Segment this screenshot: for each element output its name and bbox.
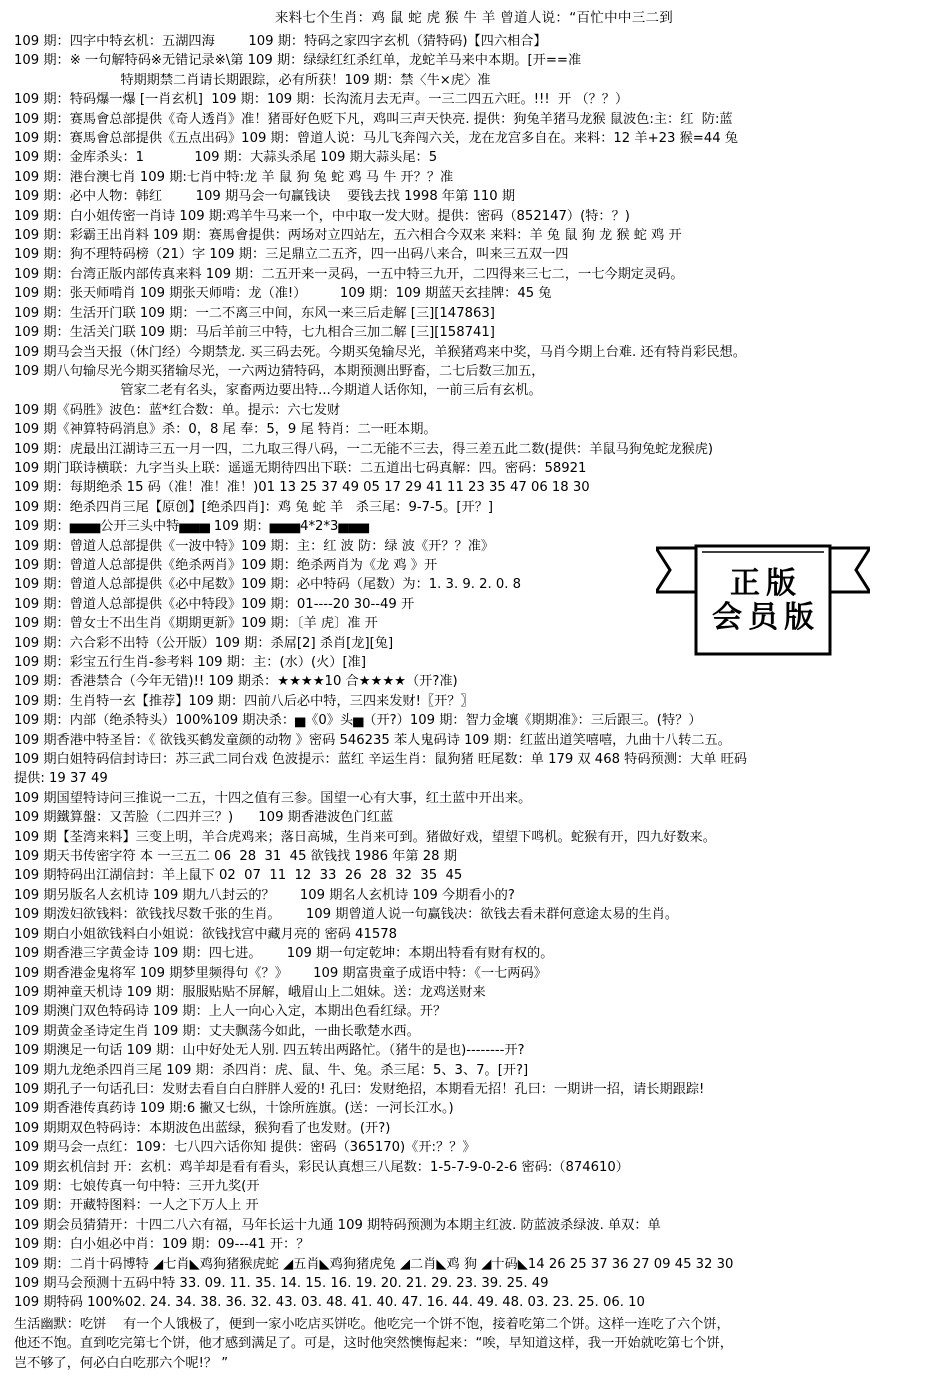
content-line: 109 期：曾道人总部提供《必中特段》109 期：01----20 30--49 开 (14, 596, 415, 612)
content-line: 109 期特码出江湖信封：羊上鼠下 02 07 11 12 33 26 28 32 35 45 (14, 868, 463, 884)
page-title: 来料七个生肖：鸡 鼠 蛇 虎 猴 牛 羊 曾道人说：“百忙中中三二到 (274, 10, 674, 26)
content-line: 109 期：曾道人总部提供《必中尾数》109 期：必中特码（尾数）为：1. 3. 9. 2. 0. 8 (14, 577, 522, 593)
content-line: 109 期八句输尽光今期买猪输尽光，一六两边猜特码，本期预测出野畜，二七后数三加五， (14, 363, 545, 379)
content-line: 109 期：每期绝杀 15 码（准！准！准！)01 13 25 37 49 05 17 29 41 11 23 35 47 06 18 30 (14, 480, 590, 496)
content-line: 109 期马会当天报（休门经）今期禁龙. 买三码去死。今期买兔输尽光，羊猴猪鸡来中奖，马肖今期上台难. 还有特肖彩民想。 (14, 344, 746, 360)
content-line: 109 期天书传密字符 本 一三五二 06 28 31 45 欲钱找 1986 年第 28 期 (14, 849, 457, 865)
content-line: 109 期九龙绝杀四肖三尾 109 期：杀四肖：虎、鼠、牛、兔。杀三尾：5、3、7。[开?] (14, 1062, 529, 1078)
content-line: 管家二老有名头，家畜两边要出特...今期道人话你知，一前三后有玄机。 (70, 383, 542, 399)
content-line: 109 期孔子一句话孔曰：发财去看自白白胖胖人爱的! 孔曰：发财绝招，本期看无招！孔曰：一期讲一招，请长期跟踪! (14, 1081, 705, 1097)
content-line: 109 期：港台澳七肖 109 期:七肖中特:龙 羊 鼠 狗 兔 蛇 鸡 马 牛 开？？准 (14, 169, 454, 185)
content-line: 109 期白姐特码信封诗曰：苏三武二同台戏 色波提示：蓝红 辛运生肖：鼠狗猪 旺尾数：单 179 双 468 特码预测：大单 旺码 (14, 752, 748, 768)
content-line: 109 期香港传真药诗 109 期:6 撇又七纵，十馀所旌旗。(送：一河长江水。) (14, 1101, 454, 1117)
content-line: 109 期白小姐欲钱料白小姐说：欲钱找宫中藏月亮的 密码 41578 (14, 926, 398, 942)
banner-text (656, 540, 870, 662)
content-line: 109 期：内部（绝杀特头）100%109 期决杀：▅《0》头▅（开?）109 期：智力金壤《期期准》：三后跟三。(特？） (14, 713, 702, 729)
content-line: 109 期：必中人物：韩红 109 期马会一句赢钱诀 要钱去找 1998 年第 110 期 (14, 189, 516, 205)
content-line: 109 期：狗不理特码榜（21）字 109 期：三足鼎立二五齐，四一出码八来合，叫来三五双一四 (14, 247, 569, 263)
content-line: 109 期会员猜猜开：十四二八六有福，马年长运十九通 109 期特码预测为本期主红波. 防蓝波杀绿波. 单双：单 (14, 1217, 661, 1233)
content-line: 109 期特码 100%02. 24. 34. 38. 36. 32. 43. 03. 48. 41. 40. 47. 16. 44. 49. 48. 03. 23. 25. 06. 10 (14, 1295, 645, 1311)
content-lines (14, 32, 934, 1313)
content-line: 109 期澳足一句话 109 期：山中好处无人别. 四五转出两路忙。（猪牛的是也)--------开? (14, 1043, 525, 1059)
content-line: 109 期：生肖特一玄【推荐】109 期：四前八后必中特，三四来发财!〖开？〗 (14, 693, 474, 709)
content-line: 109 期：张天师啃肖 109 期张天师啃：龙（准!） 109 期：109 期蓝天玄挂牌：45 兔 (14, 286, 552, 302)
banner-line-2: 会员版 (712, 600, 820, 635)
content-line: 109 期马会预测十五码中特 33. 09. 11. 35. 14. 15. 16. 19. 20. 21. 29. 23. 39. 25. 49 (14, 1276, 549, 1291)
content-line: 109 期玄机信封 开：玄机：鸡羊却是看有看头，彩民认真想三八尾数：1-5-7-9-0-2-6 密码:（874610） (14, 1159, 629, 1175)
content-line: 109 期【荃湾来料】三变上明，羊合虎鸡来；落日高城，生肖来可到。猪做好戏，望望下鸣机。蛇猴有开，四九好数来。 (14, 829, 716, 845)
content-line: 109 期门联诗横联：九字当头上联：遥遥无期待四出下联：二五道出七码真解：四。密码：58921 (14, 460, 587, 476)
content-line: 109 期：生活开门联 109 期：一二不离三中间，东风一来三后走解 [三][147863] (14, 305, 495, 321)
content-line: 109 期另版名人玄机诗 109 期九八封云的？ 109 期名人玄机诗 109 今期看小的? (14, 887, 515, 903)
content-line: 109 期香港三字黄金诗 109 期：四七进。 109 期一句定乾坤：本期出特看有财有权的。 (14, 946, 554, 962)
content-line: 109 期：彩宝五行生肖-参考料 109 期：主：(水）(火）[准] (14, 655, 367, 670)
content-line: 109 期：生活关门联 109 期：马后羊前三中特，七九相合三加二解 [三][158741] (14, 325, 495, 341)
content-line: 109 期期双色特码诗：本期波色出蓝绿，猴狗看了也发财。(开?) (14, 1120, 391, 1136)
joke-block (14, 1315, 934, 1373)
content-line: 109 期：曾女士不出生肖《期期更新》109 期：〔羊 虎〕准 开 (14, 616, 378, 632)
content-line: 109 期：金库杀头：1 109 期：大蒜头杀尾 109 期大蒜头尾：5 (14, 150, 438, 166)
content-line: 109 期：白小姐必中肖：109 期：09---41 开：？ (14, 1237, 310, 1253)
content-line: 109 期香港中特圣旨：《 欲钱买鹤发童颜的动物 》密码 546235 苯人鬼码诗 109 期：红蓝出道笑嘻嘻，九曲十八转二五。 (14, 732, 731, 748)
content-line: 109 期：二肖十码博特 ◢七肖◣鸡狗猪猴虎蛇 ◢五肖◣鸡狗猪虎兔 ◢二肖◣鸡 狗 ◢十码◣14 26 25 37 36 27 09 45 32 30 (14, 1256, 734, 1272)
content-line: 109 期鐵算盤：又苦脸（二四并三？) 109 期香港波色门红蓝 (14, 810, 394, 826)
content-line: 109 期：台湾正版内部传真来料 109 期：二五开来一灵码，一五中特三九开，二四得来三七二，一七今期定灵码。 (14, 266, 684, 282)
content-line: 109 期：白小姐传密一肖诗 109 期:鸡羊牛马来一个，中中取一发大财。提供：密码（852147）(特：？) (14, 208, 630, 224)
joke-line: 岂不够了，何必白白吃那六个呢!？ ” (14, 1355, 229, 1371)
joke-line: 生活幽默：吃饼 有一个人饿极了，便到一家小吃店买饼吃。他吃完一个饼不饱，接着吃第二个饼。这样一连吃了六个饼， (14, 1316, 730, 1332)
content-line: 109 期：七娘传真一句中特：三开九奖(开 (14, 1178, 260, 1194)
content-line: 109 期：※ 一句解特码※无错记录※\第 109 期：绿绿红红杀红单，龙蛇羊马来中本期。[开==准 (14, 53, 582, 69)
content-line: 109 期：绝杀四肖三尾【原创】[绝杀四肖]：鸡 兔 蛇 羊 杀三尾：9-7-5。[开？] (14, 499, 494, 515)
content-line: 109 期：彩霸王出肖料 109 期：赛馬會提供：两场对立四站左，五六相合今双来 来料：羊 兔 鼠 狗 龙 猴 蛇 鸡 开 (14, 228, 682, 244)
content-line: 109 期香港金鬼将军 109 期梦里频得句《？》 109 期富贵童子成语中特：《一七两码》 (14, 965, 547, 981)
content-line: 109 期：六合彩不出特（公开版）109 期：杀屌[2] 杀肖[龙][兔] (14, 635, 394, 651)
content-line: 109 期《神算特码消息》杀：0，8 尾 奉：5，9 尾 特肖：二一旺本期。 (14, 422, 437, 438)
content-line: 提供: 19 37 49 (14, 771, 108, 787)
content-line: 109 期：曾道人总部提供《绝杀两肖》109 期：绝杀两肖为《龙 鸡 》开 (14, 557, 438, 573)
joke-line: 他还不饱。直到吃完第七个饼，他才感到满足了。可是，这时他突然懊悔起来：“唉，早知道这样，我一开始就吃第七个饼， (14, 1336, 733, 1352)
content-line: 109 期：▅▅▅公开三头中特▅▅▅ 109 期：▅▅▅4*2*3▅▅▅ (14, 519, 369, 535)
content-line: 109 期：开藏特图料：一人之下万人上 开 (14, 1198, 259, 1214)
content-line: 109 期《码胜》波色：蓝*红合数：单。提示：六七发财 (14, 402, 341, 418)
content-line: 109 期黄金圣诗定生肖 109 期：丈夫飘荡今如此，一曲长歌楚水西。 (14, 1023, 420, 1039)
content-line: 109 期泼妇欲钱料：欲钱找尽数千张的生肖。 109 期曾道人说一句赢钱决：欲钱去看未群何意途太易的生肖。 (14, 907, 679, 923)
edition-banner (656, 540, 870, 662)
content-line: 109 期：特码爆一爆 [一肖玄机] 109 期：109 期：长沟流月去无声。一三二四五六旺。!!! 开 （？？） (14, 92, 629, 108)
content-line: 109 期马会一点红：109：七八四六话你知 提供：密码（365170)《开:？？》 (14, 1140, 476, 1156)
content-line: 109 期神童天机诗 109 期：服服贴贴不屏解，峨眉山上二姐妹。送：龙鸡送财来 (14, 984, 486, 1000)
content-line: 109 期：赛馬會总部提供《奇人透肖》准！猪哥好色贬下凡，鸡叫三声天快亮. 提供：狗兔羊猪马龙猴 鼠波色:主：红 防:蓝 (14, 111, 733, 127)
content-line: 109 期国望特诗问三推说一二五，十四之值有三参。国望一心有大事，红土蓝中开出来。 (14, 790, 532, 806)
content-line: 109 期：虎最出江湖诗三五一月一四，二九取三得八码，一二无能不三去，得三差五此二数(提供：羊鼠马狗兔蛇龙猴虎) (14, 441, 714, 457)
content-line: 109 期：赛馬會总部提供《五点出码》109 期：曾道人说：马儿飞奔闯六关，龙在龙宫多自在。来料：12 羊+23 猴=44 兔 (14, 131, 738, 147)
content-line: 109 期：香港禁合（今年无错)!! 109 期杀：★★★★10 合★★★★（开?准) (14, 674, 458, 690)
content-line: 109 期：曾道人总部提供《一波中特》109 期：主：红 波 防：绿 波《开？？准》 (14, 538, 495, 554)
content-line: 109 期：四字中特玄机：五湖四海 109 期：特码之家四字玄机（猜特码)【四六相合】 (14, 34, 547, 49)
content-line: 109 期澳门双色特码诗 109 期：上人一向心入定，本期出色看红绿。开？ (14, 1004, 447, 1020)
banner-line-1: 正版 (730, 566, 802, 601)
content-line: 特期期禁二肖请长期跟踪，必有所获！109 期：禁〈牛×虎〉准 (70, 72, 491, 88)
